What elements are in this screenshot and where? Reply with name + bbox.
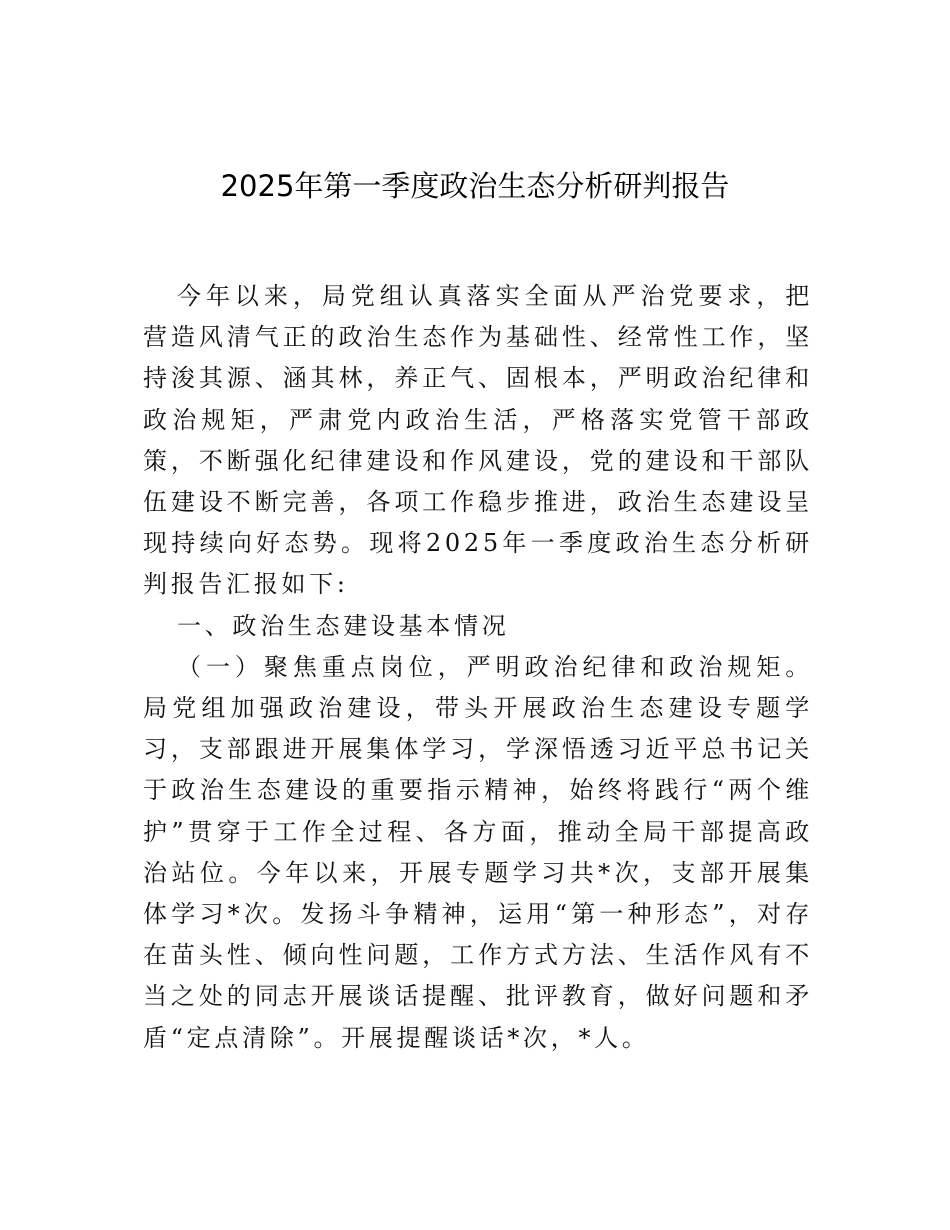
document-title: 2025年第一季度政治生态分析研判报告 bbox=[220, 169, 730, 203]
document-body bbox=[143, 276, 813, 1059]
section-heading: 一、政治生态建设基本情况 bbox=[177, 611, 510, 640]
subsection-paragraph: （一）聚焦重点岗位，严明政治纪律和政治规矩。局党组加强政治建设，带头开展政治生态建设专题学习，支部跟进开展集体学习，学深悟透习近平总书记关于政治生态建设的重要指示精神，始终将践行“两个维护”贯穿于工作全过程、各方面，推动全局干部提高政治站位。今年以来，开展专题学习共*次，支部开展集体学习*次。发扬斗争精神，运用“第一种形态”，对存在苗头性、倾向性问题，工作方式方法、生活作风有不当之处的同志开展谈话提醒、批评教育，做好问题和矛盾“定点清除”。开展提醒谈话*次，*人。 bbox=[143, 652, 813, 1052]
intro-paragraph: 今年以来，局党组认真落实全面从严治党要求，把营造风清气正的政治生态作为基础性、经常性工作，坚持浚其源、涵其林，养正气、固根本，严明政治纪律和政治规矩，严肃党内政治生活，严格落实党管干部政策，不断强化纪律建设和作风建设，党的建设和干部队伍建设不断完善，各项工作稳步推进，政治生态建设呈现持续向好态势。现将2025年一季度政治生态分析研判报告汇报如下: bbox=[143, 282, 813, 599]
